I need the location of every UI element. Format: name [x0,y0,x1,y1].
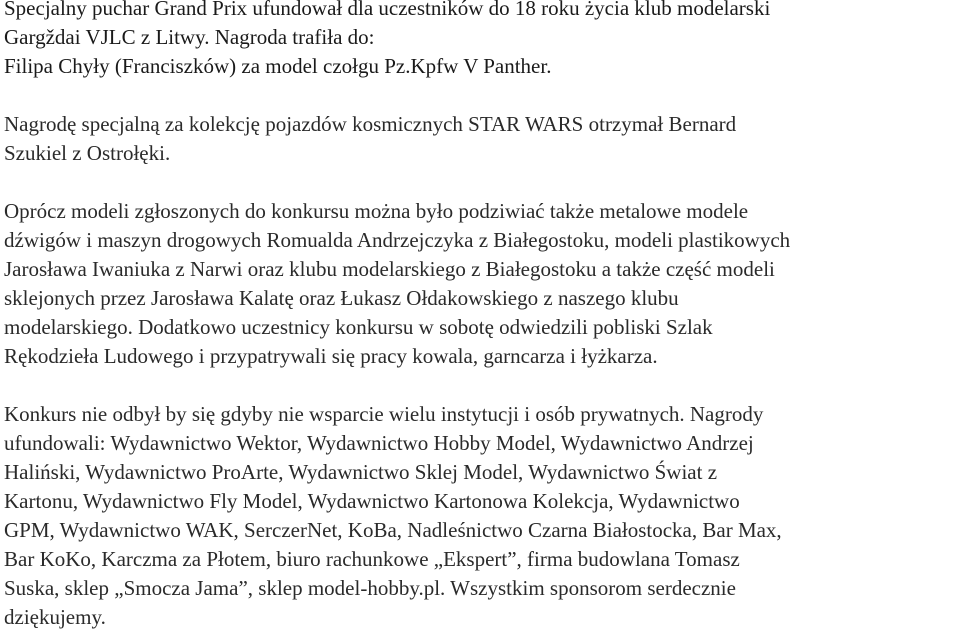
paragraph-sponsors: Konkurs nie odbył by się gdyby nie wsparcie wielu instytucji i osób prywatnych. Nagrody ufundowali: Wydawnictwo Wektor, Wydawnictwo Hobby Model, Wydawnictwo Andrzej Haliński, Wydawnictwo ProArte, Wydawnictwo Sklej Model, Wydawnictwo Świat z Kartonu, Wydawnictwo Fly Model, Wydawnictwo Kartonowa Kolekcja, Wydawnictwo GPM, Wydawnictwo WAK, SerczerNet, KoBa, Nadleśnictwo Czarna Białostocka, Bar Max, Bar KoKo, Karczma za Płotem, biuro rachunkowe „Ekspert”, firma budowlana Tomasz Suska, sklep „Smocza Jama”, sklep model-hobby.pl. Wszystkim sponsorom serdecznie dziękujemy. [4,402,782,629]
paragraph-spacer [4,168,959,197]
paragraph-spacer [4,371,959,400]
paragraph-spacer [4,81,959,110]
paragraph-grand-prix: Specjalny puchar Grand Prix ufundował dla uczestników do 18 roku życia klub modelarski Gargždai VJLC z Litwy. Nagroda trafiła do: Filipa Chyły (Franciszków) za model czołgu Pz.Kpfw V Panther. [4,0,771,78]
paragraph-star-wars-award: Nagrodę specjalną za kolekcję pojazdów kosmicznych STAR WARS otrzymał Bernard Szukiel z Ostrołęki. [4,112,737,165]
paragraph-exhibition: Oprócz modeli zgłoszonych do konkursu można było podziwiać także metalowe modele dźwigów i maszyn drogowych Romualda Andrzejczyka z Białegostoku, modeli plastikowych Jarosława Iwaniuka z Narwi oraz klubu modelarskiego z Białegostoku a także część modeli sklejonych przez Jarosława Kalatę oraz Łukasz Ołdakowskiego z naszego klubu modelarskiego. Dodatkowo uczestnicy konkursu w sobotę odwiedzili pobliski Szlak Rękodzieła Ludowego i przypatrywali się pracy kowala, garncarza i łyżkarza. [4,199,791,368]
